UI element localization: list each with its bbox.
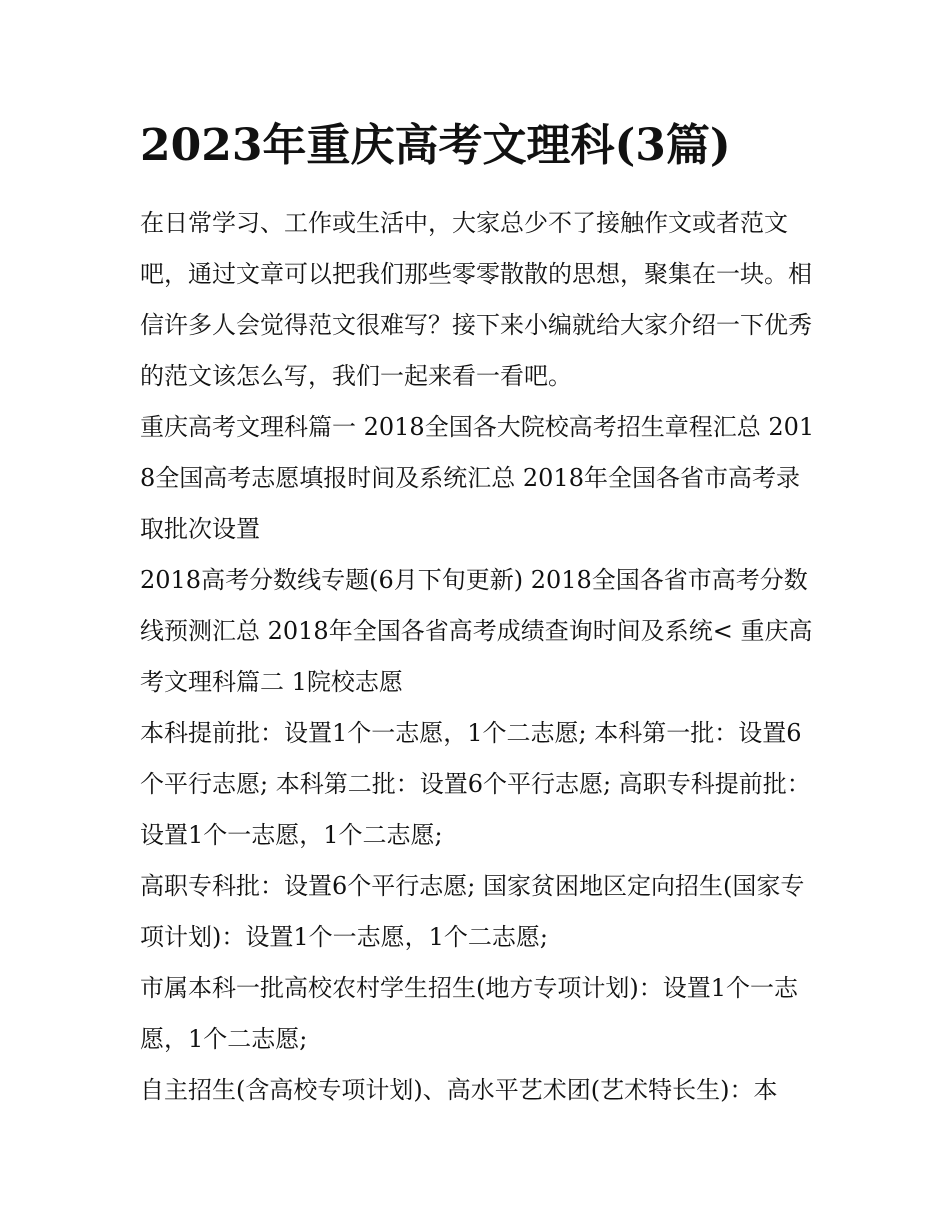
paragraph-3: 本科提前批：设置1个一志愿，1个二志愿; 本科第一批：设置6个平行志愿; 本科第二批：设置6个平行志愿; 高职专科提前批：设置1个一志愿，1个二志愿; [140, 719, 811, 849]
paragraph-5: 市属本科一批高校农村学生招生(地方专项计划)：设置1个一志愿，1个二志愿; [140, 974, 798, 1053]
document-body [140, 198, 820, 1116]
document-title: 2023年重庆高考文理科(3篇) [140, 120, 731, 171]
paragraph-6: 自主招生(含高校专项计划)、高水平艺术团(艺术特长生)：本 [140, 1076, 778, 1104]
paragraph-1: 重庆高考文理科篇一 2018全国各大院校高考招生章程汇总 2018全国高考志愿填报时间及系统汇总 2018年全国各省市高考录取批次设置 [140, 413, 815, 543]
paragraph-4: 高职专科批：设置6个平行志愿; 国家贫困地区定向招生(国家专项计划)：设置1个一志愿，1个二志愿; [140, 872, 805, 951]
document-page [140, 110, 820, 1116]
paragraph-intro: 在日常学习、工作或生活中，大家总少不了接触作文或者范文吧，通过文章可以把我们那些零零散散的思想，聚集在一块。相信许多人会觉得范文很难写？接下来小编就给大家介绍一下优秀的范文该怎么写，我们一起来看一看吧。 [140, 209, 812, 390]
paragraph-2: 2018高考分数线专题(6月下旬更新) 2018全国各省市高考分数线预测汇总 2018年全国各省高考成绩查询时间及系统< 重庆高考文理科篇二 1院校志愿 [140, 566, 813, 696]
